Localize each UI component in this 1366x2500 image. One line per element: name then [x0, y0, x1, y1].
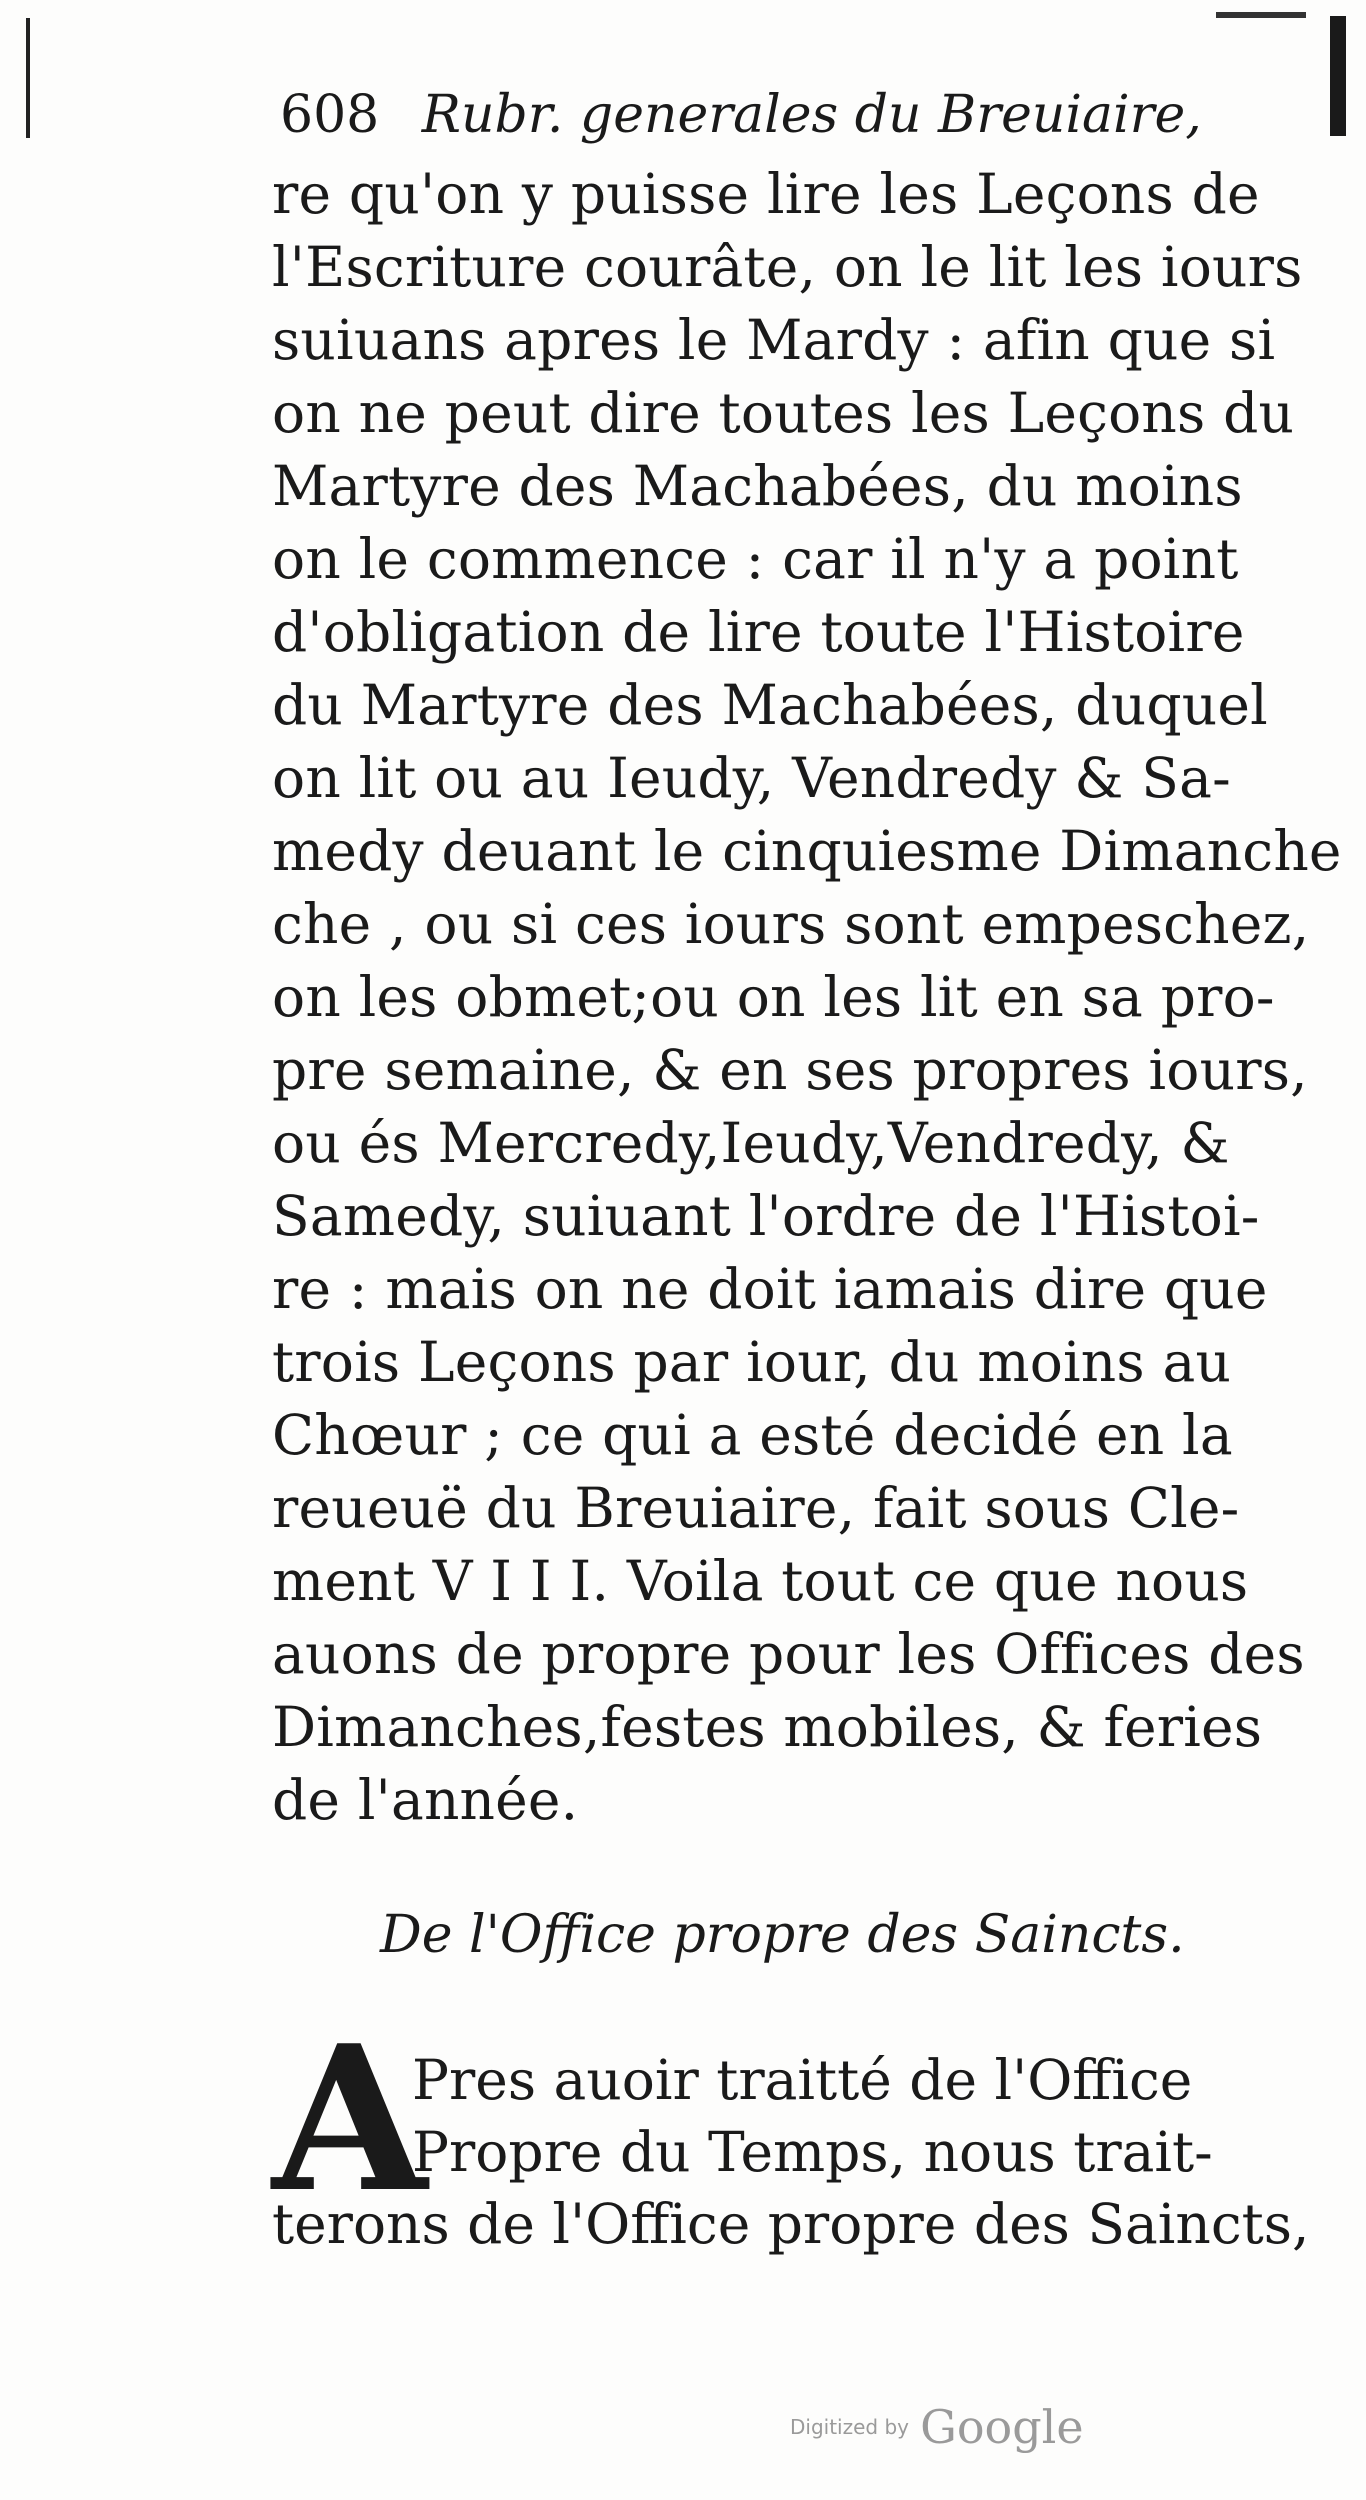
- text-line: on les obmet;ou on les lit en sa pro-: [272, 965, 1275, 1029]
- digitized-watermark: [790, 2400, 1084, 2460]
- section-title: De l'Office propre des Saincts.: [380, 1905, 1185, 1965]
- drop-cap: A: [272, 2002, 428, 2237]
- text-line: du Martyre des Machabées, duquel: [272, 673, 1268, 737]
- scan-edge-left: [26, 18, 30, 138]
- text-line: Martyre des Machabées, du moins: [272, 454, 1243, 518]
- text-line: on le commence : car il n'y a point: [272, 527, 1239, 591]
- text-line: terons de l'Office propre des Saincts,: [272, 2192, 1310, 2256]
- text-line: ou és Mercredy,Ieudy,Vendredy, &: [272, 1111, 1230, 1175]
- running-title: Rubr. generales du Breuiaire,: [421, 85, 1202, 145]
- text-line: Pres auoir traitté de l'Office: [412, 2048, 1193, 2112]
- text-line: ment V I I I. Voila tout ce que nous: [272, 1549, 1249, 1613]
- text-line: che , ou si ces iours sont empeschez,: [272, 892, 1310, 956]
- text-line: Samedy, suiuant l'ordre de l'Histoi-: [272, 1184, 1260, 1248]
- text-line: auons de propre pour les Offices des: [272, 1622, 1305, 1686]
- text-line: reueuë du Breuiaire, fait sous Cle-: [272, 1476, 1240, 1540]
- text-line: medy deuant le cinquiesme Dimanche: [272, 819, 1342, 883]
- text-line: l'Escriture courâte, on le lit les iours: [272, 235, 1303, 299]
- text-line: re : mais on ne doit iamais dire que: [272, 1257, 1268, 1321]
- page-header: [280, 80, 1240, 150]
- text-line: d'obligation de lire toute l'Histoire: [272, 600, 1245, 664]
- google-logo: Google: [920, 2400, 1084, 2454]
- paragraph-1: [272, 158, 1342, 1837]
- text-line: pre semaine, & en ses propres iours,: [272, 1038, 1308, 1102]
- text-line: Propre du Temps, nous trait-: [412, 2120, 1213, 2184]
- text-line: suiuans apres le Mardy : afin que si: [272, 308, 1276, 372]
- page-number: 608: [280, 85, 380, 145]
- text-line: de l'année.: [272, 1768, 579, 1832]
- text-line: Dimanches,festes mobiles, & feries: [272, 1695, 1263, 1759]
- text-line: re qu'on y puisse lire les Leçons de: [272, 162, 1260, 226]
- text-line: trois Leçons par iour, du moins au: [272, 1330, 1232, 1394]
- scan-edge-right: [1330, 16, 1346, 136]
- text-line: on ne peut dire toutes les Leçons du: [272, 381, 1295, 445]
- digitized-by-label: Digitized by: [790, 2415, 909, 2439]
- text-line: Chœur ; ce qui a esté decidé en la: [272, 1403, 1233, 1467]
- text-line: on lit ou au Ieudy, Vendredy & Sa-: [272, 746, 1231, 810]
- scan-edge-top: [1216, 12, 1306, 18]
- paragraph-2: [272, 2002, 1310, 2285]
